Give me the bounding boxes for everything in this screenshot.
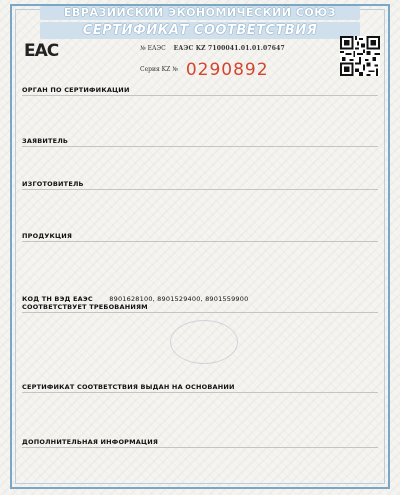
eac-mark-icon: EAC	[24, 41, 59, 61]
certification-body-section	[22, 86, 378, 96]
additional-info-heading: ДОПОЛНИТЕЛЬНАЯ ИНФОРМАЦИЯ	[22, 438, 159, 446]
divider	[22, 146, 378, 147]
conformity-requirements-heading: СООТВЕТСТВУЕТ ТРЕБОВАНИЯМ	[22, 303, 148, 311]
tn-ved-code-value: 8901628100, 8901529400, 8901559900	[109, 295, 249, 303]
serial-value: 0290892	[185, 60, 269, 80]
certification-body-heading: ОРГАН ПО СЕРТИФИКАЦИИ	[22, 86, 130, 94]
issued-based-on-heading: СЕРТИФИКАТ СООТВЕТСТВИЯ ВЫДАН НА ОСНОВАНИИ	[22, 383, 235, 391]
applicant-section	[22, 137, 378, 147]
tn-ved-code-section	[22, 295, 378, 303]
divider	[22, 189, 378, 190]
seal-watermark	[170, 320, 238, 364]
product-heading: ПРОДУКЦИЯ	[22, 232, 73, 240]
divider	[22, 392, 378, 393]
serial-number	[140, 60, 269, 80]
divider	[22, 447, 378, 448]
registration-value: ЕАЭС KZ 7100041.01.01.07647	[173, 45, 285, 52]
additional-info-section	[22, 438, 378, 448]
issued-based-on-section	[22, 383, 378, 393]
product-section	[22, 232, 378, 242]
certificate-title-banner: СЕРТИФИКАТ СООТВЕТСТВИЯ	[40, 22, 360, 39]
manufacturer-section	[22, 180, 378, 190]
tn-ved-code-heading	[22, 295, 378, 303]
divider	[22, 241, 378, 242]
divider	[22, 312, 378, 313]
eurasian-union-banner: ЕВРАЗИЙСКИЙ ЭКОНОМИЧЕСКИЙ СОЮЗ	[40, 6, 360, 20]
divider	[22, 95, 378, 96]
conformity-requirements-section	[22, 303, 378, 313]
qr-code-icon	[340, 36, 380, 76]
serial-label: Серия KZ №	[140, 66, 178, 73]
registration-number	[140, 45, 285, 52]
applicant-heading: ЗАЯВИТЕЛЬ	[22, 137, 69, 145]
registration-label: № ЕАЭС	[140, 45, 166, 52]
manufacturer-heading: ИЗГОТОВИТЕЛЬ	[22, 180, 84, 188]
tn-ved-code-label: КОД ТН ВЭД ЕАЭС	[22, 295, 93, 303]
